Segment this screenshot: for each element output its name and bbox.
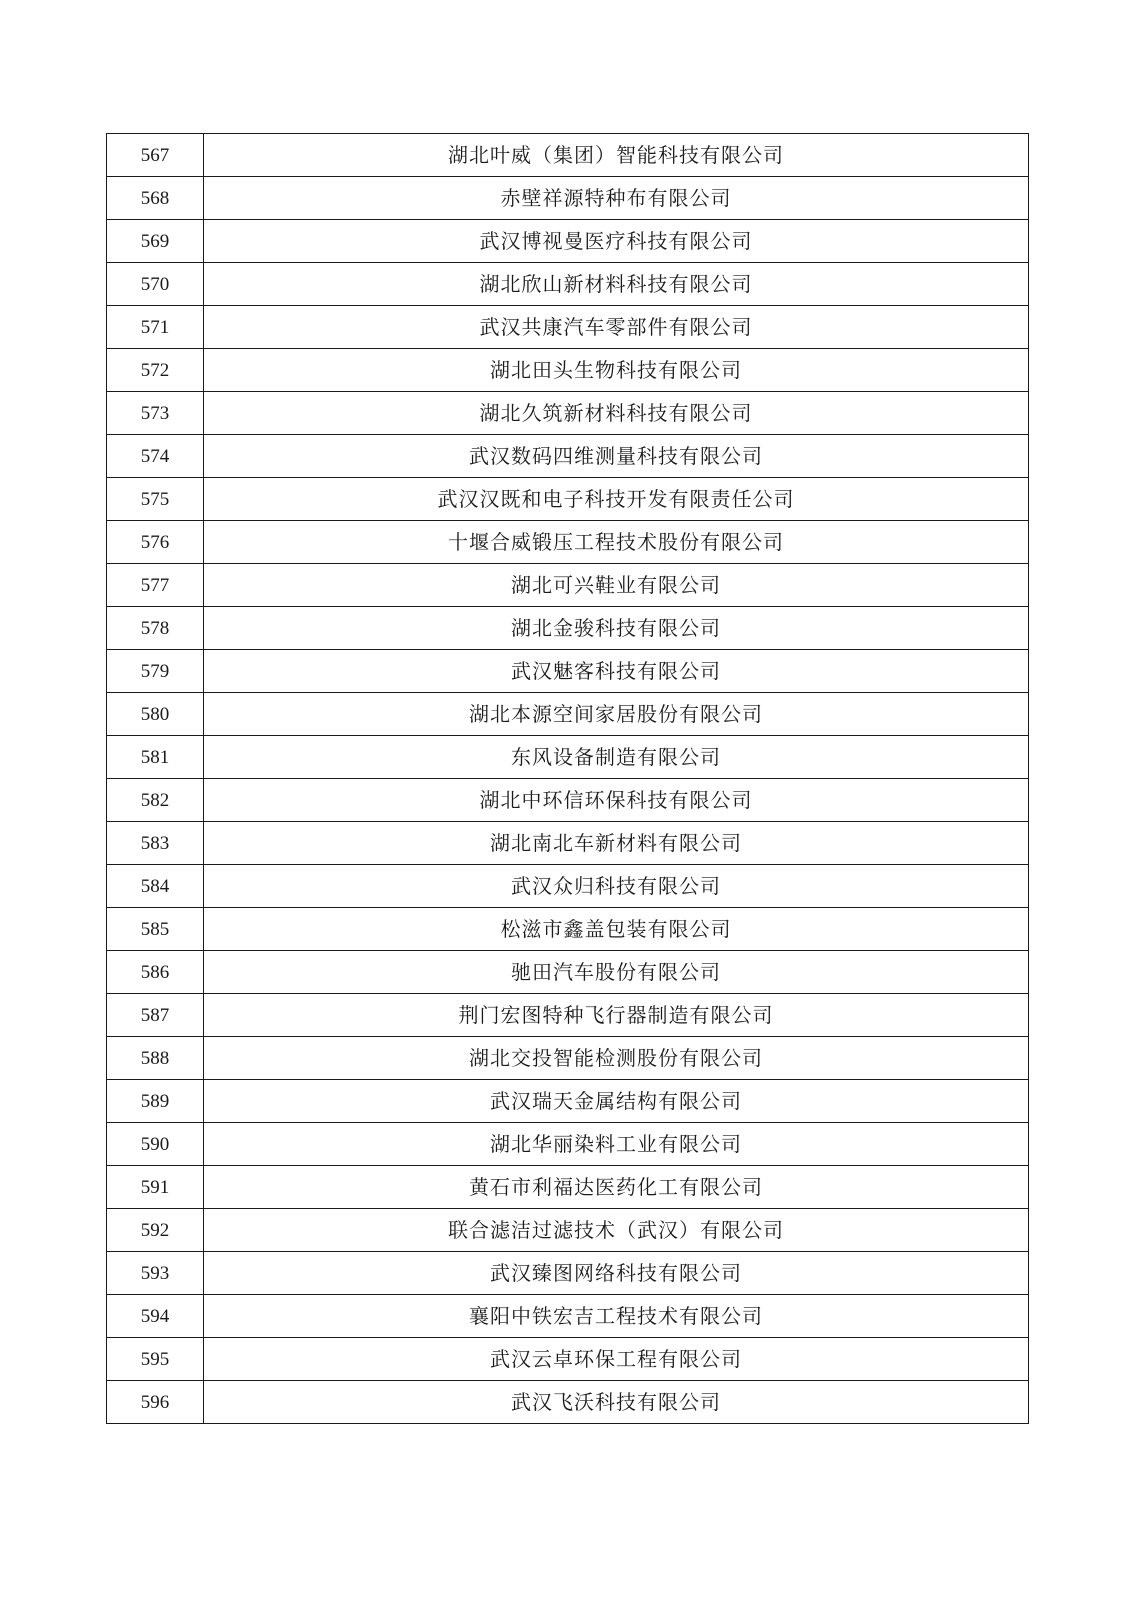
table-row [107, 177, 1029, 220]
row-number: 585 [107, 908, 204, 951]
table-row [107, 865, 1029, 908]
row-number: 577 [107, 564, 204, 607]
row-number: 588 [107, 1037, 204, 1080]
company-name: 武汉臻图网络科技有限公司 [204, 1252, 1029, 1295]
company-name: 武汉魅客科技有限公司 [204, 650, 1029, 693]
company-name: 湖北南北车新材料有限公司 [204, 822, 1029, 865]
table-row [107, 1037, 1029, 1080]
row-number: 573 [107, 392, 204, 435]
row-number: 587 [107, 994, 204, 1037]
company-name: 赤壁祥源特种布有限公司 [204, 177, 1029, 220]
row-number: 570 [107, 263, 204, 306]
row-number: 582 [107, 779, 204, 822]
table-row [107, 349, 1029, 392]
table-row [107, 650, 1029, 693]
table-body [107, 134, 1029, 1424]
company-name: 武汉共康汽车零部件有限公司 [204, 306, 1029, 349]
table-row [107, 1338, 1029, 1381]
table-row [107, 478, 1029, 521]
table-row [107, 1080, 1029, 1123]
row-number: 581 [107, 736, 204, 779]
company-name: 联合滤洁过滤技术（武汉）有限公司 [204, 1209, 1029, 1252]
company-list-table [106, 133, 1029, 1424]
row-number: 568 [107, 177, 204, 220]
company-name: 湖北交投智能检测股份有限公司 [204, 1037, 1029, 1080]
row-number: 569 [107, 220, 204, 263]
company-name: 黄石市利福达医药化工有限公司 [204, 1166, 1029, 1209]
table-row [107, 306, 1029, 349]
company-name: 湖北欣山新材料科技有限公司 [204, 263, 1029, 306]
row-number: 579 [107, 650, 204, 693]
company-name: 湖北本源空间家居股份有限公司 [204, 693, 1029, 736]
table-row [107, 220, 1029, 263]
company-name: 湖北可兴鞋业有限公司 [204, 564, 1029, 607]
row-number: 571 [107, 306, 204, 349]
table-row [107, 263, 1029, 306]
row-number: 590 [107, 1123, 204, 1166]
company-name: 湖北久筑新材料科技有限公司 [204, 392, 1029, 435]
table-row [107, 908, 1029, 951]
row-number: 584 [107, 865, 204, 908]
row-number: 592 [107, 1209, 204, 1252]
company-name: 武汉汉既和电子科技开发有限责任公司 [204, 478, 1029, 521]
table-row [107, 693, 1029, 736]
table-row [107, 1123, 1029, 1166]
row-number: 567 [107, 134, 204, 177]
company-name: 襄阳中铁宏吉工程技术有限公司 [204, 1295, 1029, 1338]
company-name: 武汉数码四维测量科技有限公司 [204, 435, 1029, 478]
company-name: 武汉博视曼医疗科技有限公司 [204, 220, 1029, 263]
row-number: 596 [107, 1381, 204, 1424]
row-number: 586 [107, 951, 204, 994]
table-row [107, 951, 1029, 994]
row-number: 583 [107, 822, 204, 865]
company-name: 湖北华丽染料工业有限公司 [204, 1123, 1029, 1166]
table-row [107, 134, 1029, 177]
company-name: 湖北田头生物科技有限公司 [204, 349, 1029, 392]
company-name: 十堰合威锻压工程技术股份有限公司 [204, 521, 1029, 564]
table-row [107, 521, 1029, 564]
table-row [107, 564, 1029, 607]
table-row [107, 1381, 1029, 1424]
company-name: 湖北叶威（集团）智能科技有限公司 [204, 134, 1029, 177]
table-row [107, 1209, 1029, 1252]
company-name: 湖北中环信环保科技有限公司 [204, 779, 1029, 822]
table-row [107, 435, 1029, 478]
company-name: 东风设备制造有限公司 [204, 736, 1029, 779]
company-name: 武汉瑞天金属结构有限公司 [204, 1080, 1029, 1123]
row-number: 574 [107, 435, 204, 478]
row-number: 595 [107, 1338, 204, 1381]
company-name: 武汉云卓环保工程有限公司 [204, 1338, 1029, 1381]
row-number: 578 [107, 607, 204, 650]
company-name: 驰田汽车股份有限公司 [204, 951, 1029, 994]
row-number: 591 [107, 1166, 204, 1209]
table-row [107, 1166, 1029, 1209]
company-name: 湖北金骏科技有限公司 [204, 607, 1029, 650]
table-row [107, 1252, 1029, 1295]
company-name: 武汉众归科技有限公司 [204, 865, 1029, 908]
table-row [107, 779, 1029, 822]
row-number: 575 [107, 478, 204, 521]
table-row [107, 736, 1029, 779]
company-name: 武汉飞沃科技有限公司 [204, 1381, 1029, 1424]
company-name: 松滋市鑫盖包装有限公司 [204, 908, 1029, 951]
table-row [107, 822, 1029, 865]
row-number: 594 [107, 1295, 204, 1338]
row-number: 572 [107, 349, 204, 392]
table-row [107, 607, 1029, 650]
row-number: 593 [107, 1252, 204, 1295]
row-number: 580 [107, 693, 204, 736]
row-number: 589 [107, 1080, 204, 1123]
table-row [107, 1295, 1029, 1338]
row-number: 576 [107, 521, 204, 564]
table-row [107, 994, 1029, 1037]
table-row [107, 392, 1029, 435]
company-name: 荆门宏图特种飞行器制造有限公司 [204, 994, 1029, 1037]
